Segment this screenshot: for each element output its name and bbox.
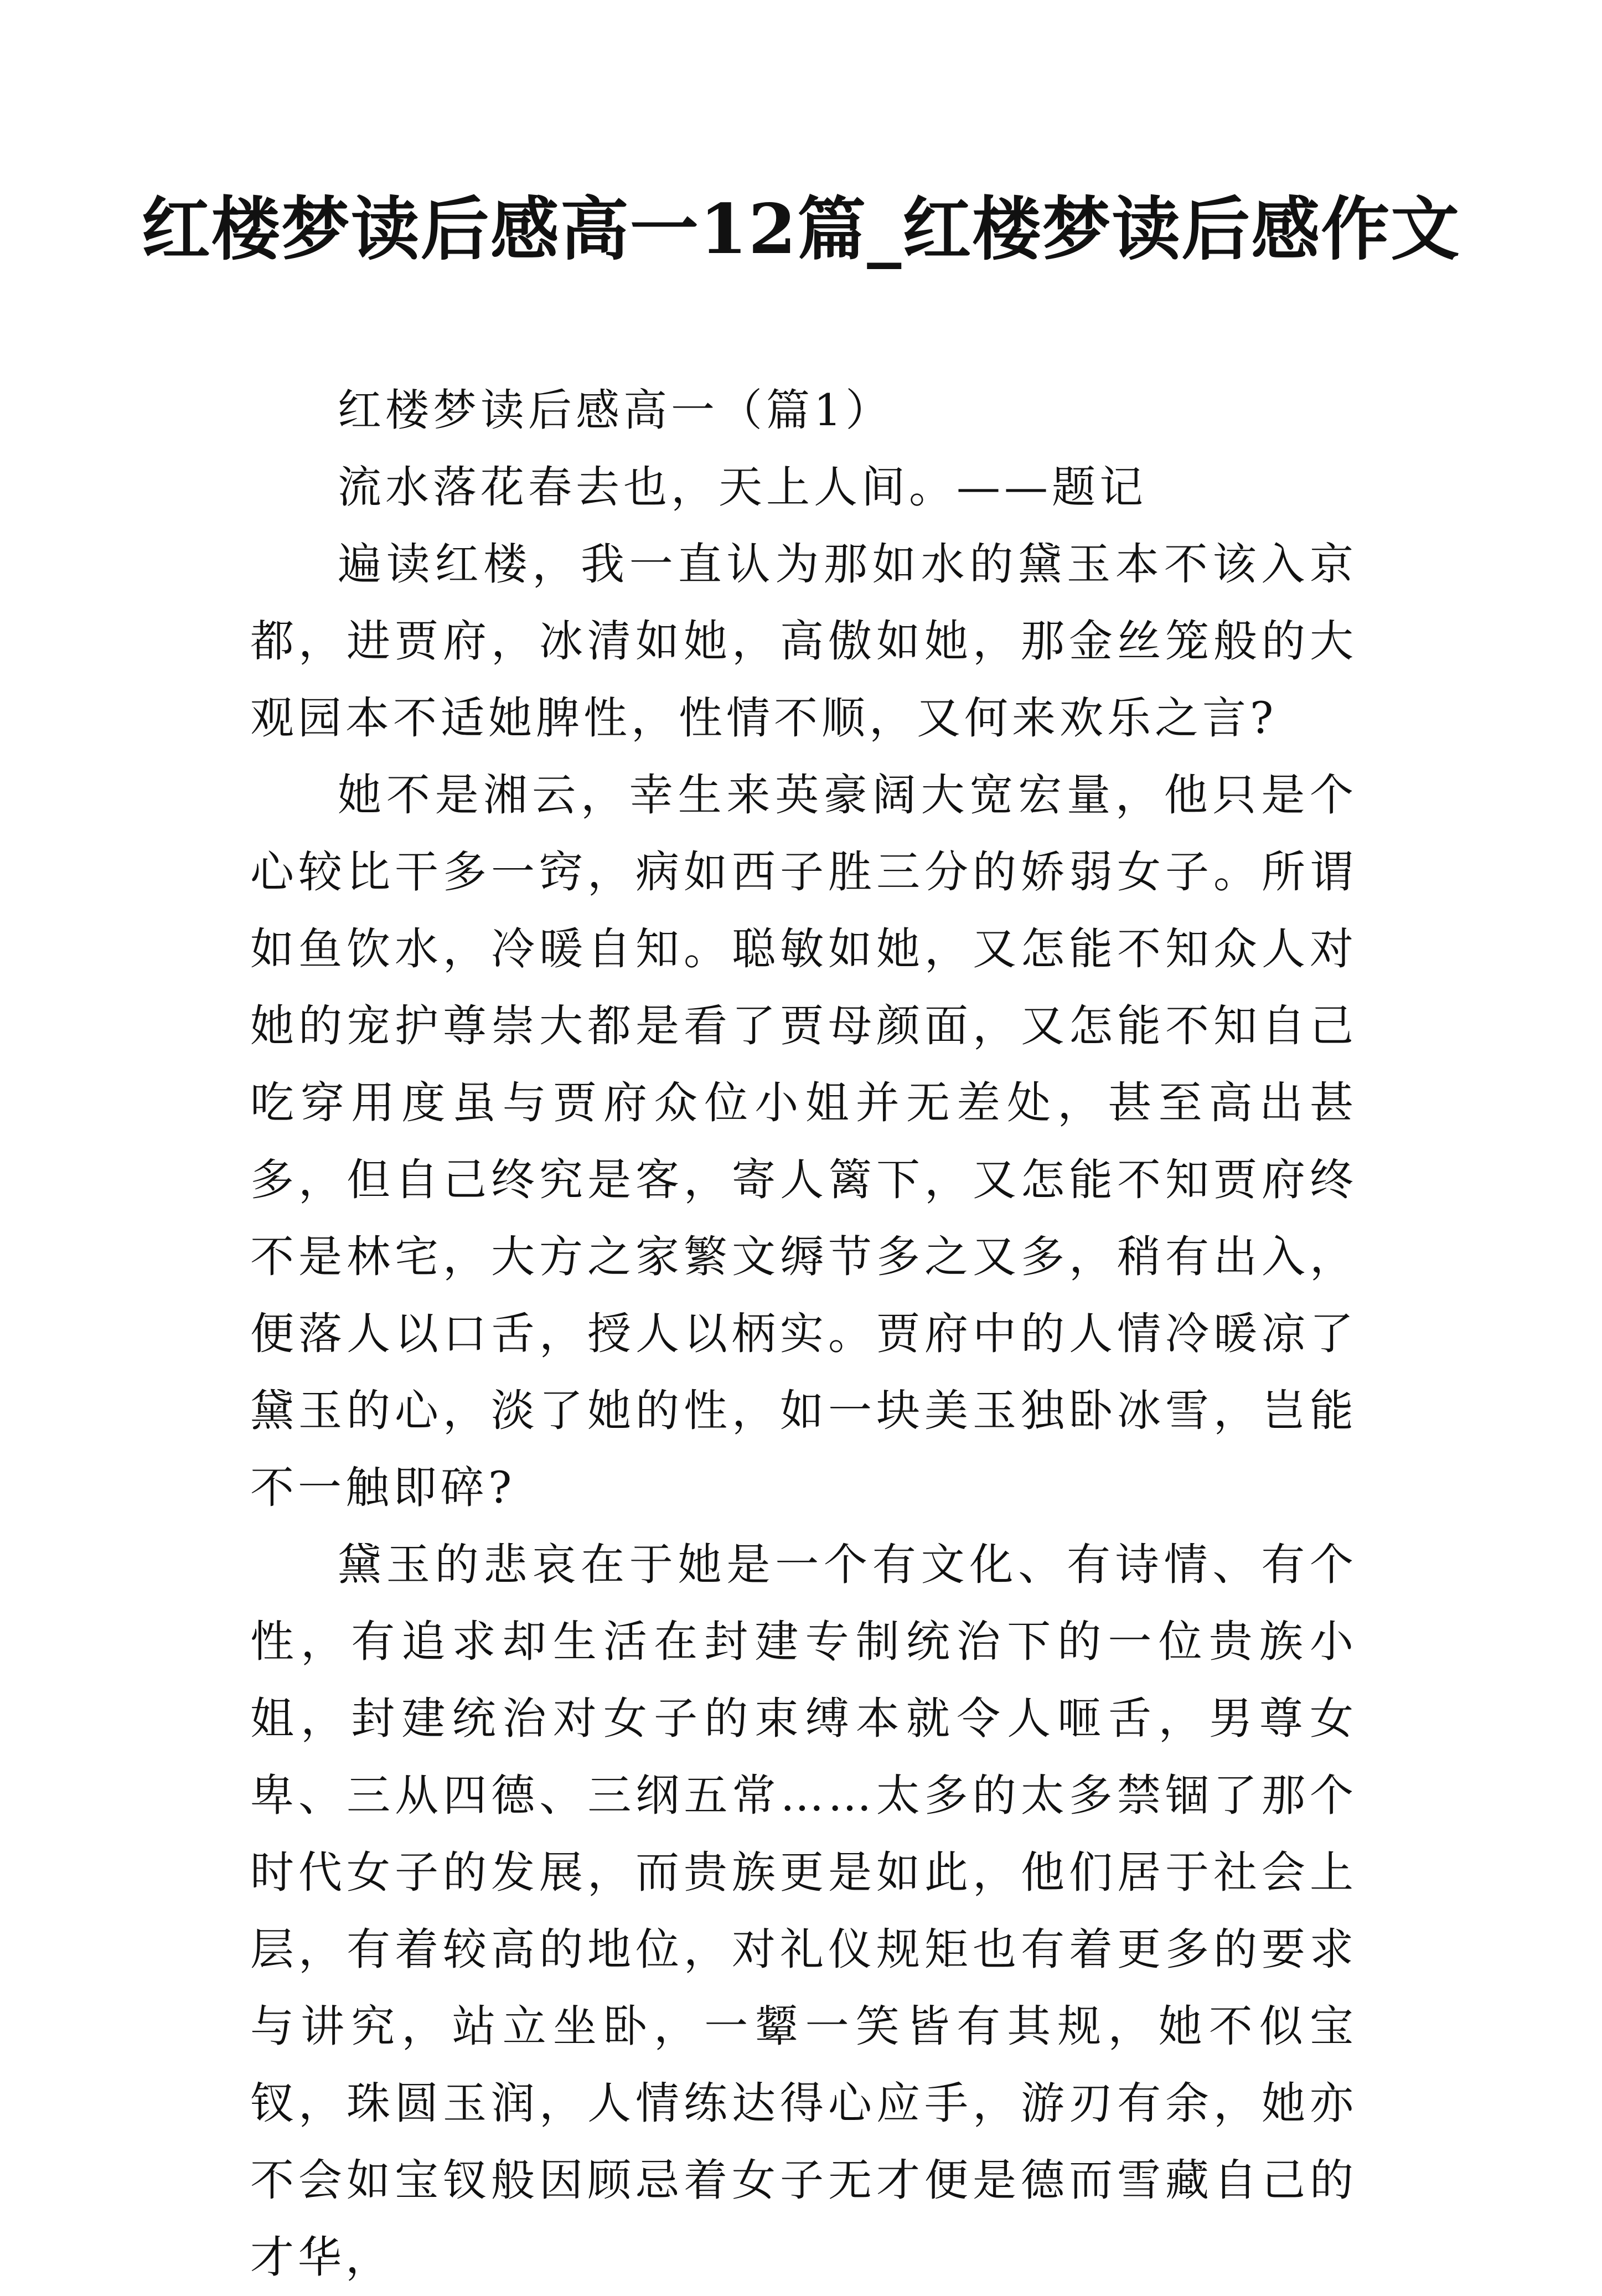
section-heading: 红楼梦读后感高一（篇1） (338, 385, 893, 436)
body-paragraph: 遍读红楼，我一直认为那如水的黛玉本不该入京都，进贾府，冰清如她，高傲如她，那金丝笼般的大观园本不适她脾性，性情不顺，又何来欢乐之言? (250, 539, 1357, 744)
body-paragraph: 黛玉的悲哀在于她是一个有文化、有诗情、有个性，有追求却生活在封建专制统治下的一位贵族小姐，封建统治对女子的束缚本就令人咂舌，男尊女卑、三从四德、三纲五常……太多的太多禁锢了那个时代女子的发展，而贵族更是如此，他们居于社会上层，有着较高的地位，对礼仪规矩也有着更多的要求与讲究，站立坐卧，一颦一笑皆有其规，她不似宝钗，珠圆玉润，人情练达得心应手，游刃有余，她亦不会如宝钗般因顾忌着女子无才便是德而雪藏自己的才华， (250, 1539, 1357, 2283)
body-paragraph: 她不是湘云，幸生来英豪阔大宽宏量，他只是个心较比干多一窍，病如西子胜三分的娇弱女子。所谓如鱼饮水，冷暖自知。聪敏如她，又怎能不知众人对她的宠护尊崇大都是看了贾母颜面，又怎能不知自己吃穿用度虽与贾府众位小姐并无差处，甚至高出甚多，但自己终究是客，寄人篱下，又怎能不知贾府终不是林宅，大方之家繁文缛节多之又多，稍有出入，便落人以口舌，授人以柄实。贾府中的人情冷暖凉了黛玉的心，淡了她的性，如一块美玉独卧冰雪，岂能不一触即碎? (250, 770, 1357, 1513)
document-title: 红楼梦读后感高一12篇_红楼梦读后感作文 (141, 189, 1461, 270)
document-body (250, 372, 1357, 2296)
epigraph: 流水落花春去也，天上人间。——题记 (338, 462, 1147, 513)
